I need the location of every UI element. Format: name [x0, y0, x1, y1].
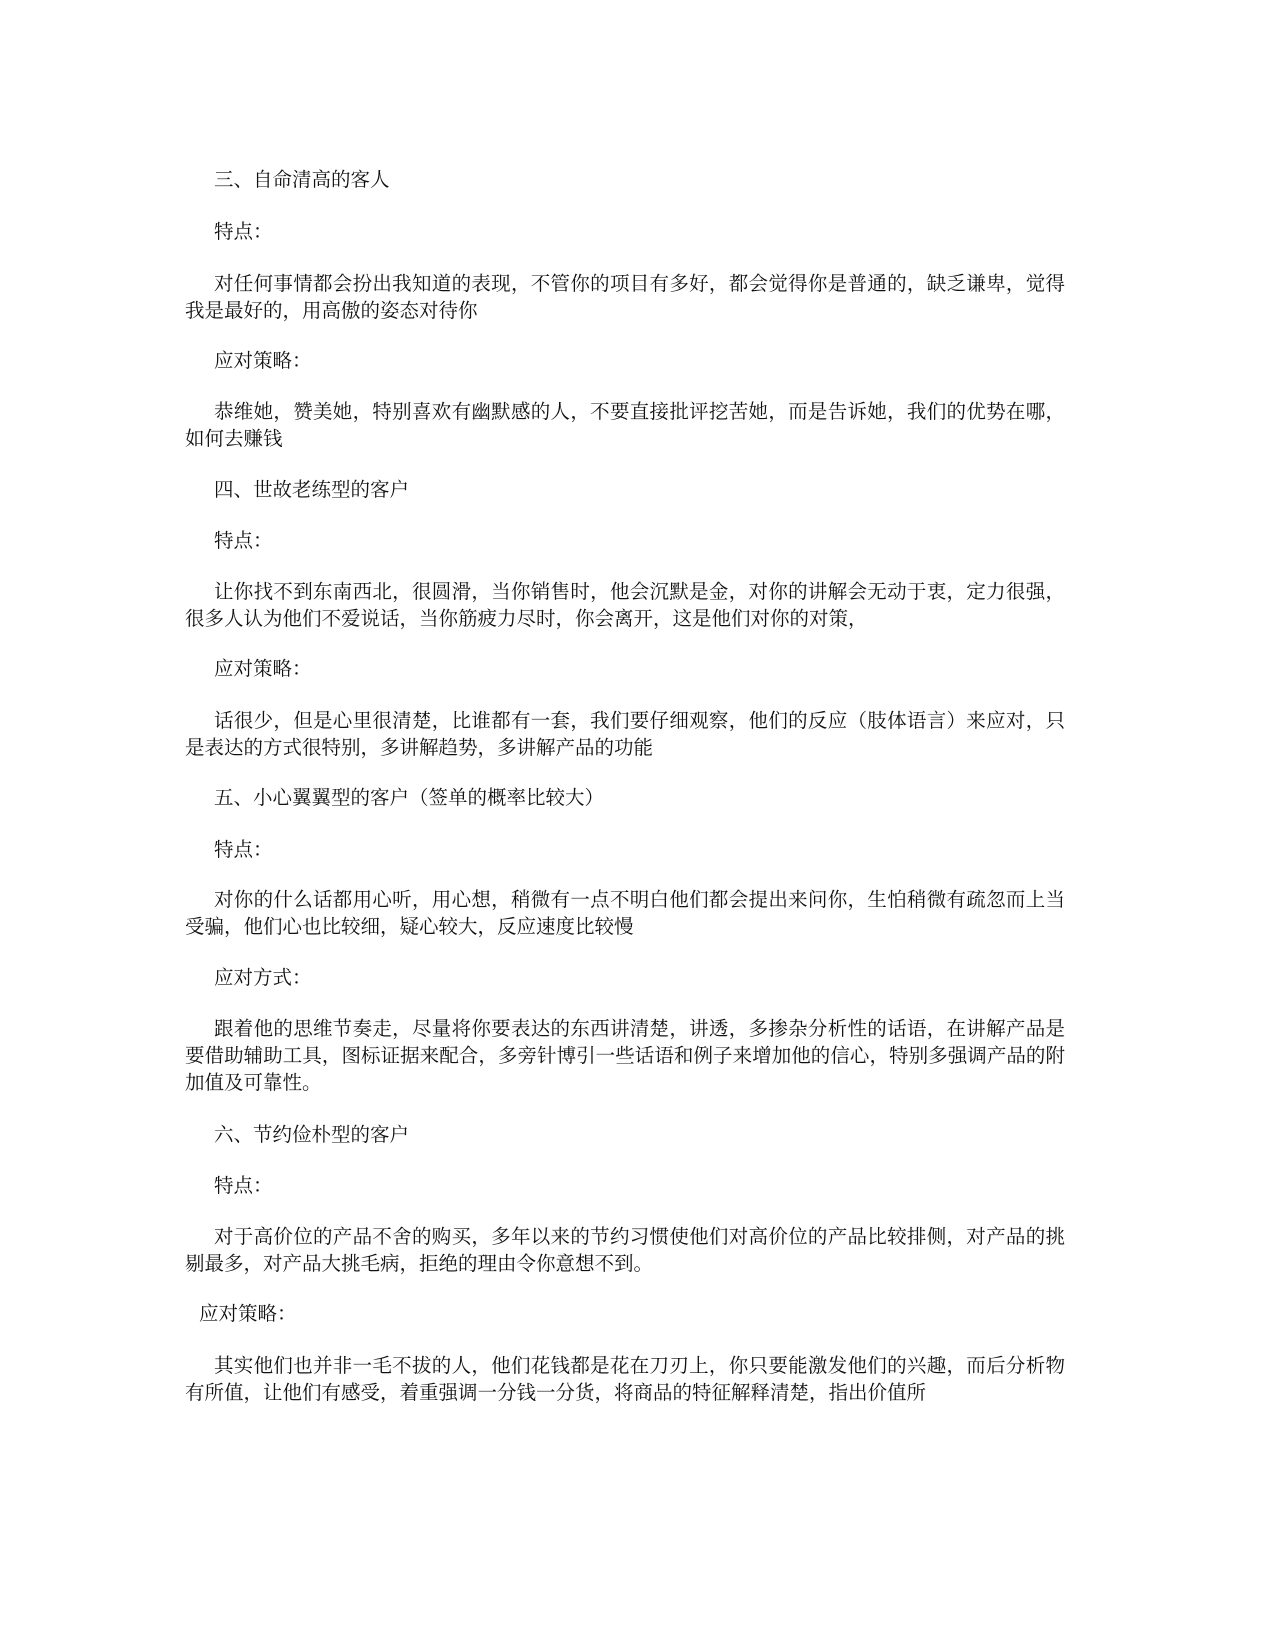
feature-label: 特点：: [214, 220, 273, 243]
strategy-label: 应对策略：: [214, 349, 312, 372]
feature-text: 对你的什么话都用心听，用心想，稍微有一点不明白他们都会提出来问你，生怕稍微有疏忽而上当受骗，他们心也比较细，疑心较大，反应速度比较慢: [185, 888, 1065, 938]
strategy-label: 应对方式：: [214, 966, 312, 989]
feature-label: 特点：: [214, 838, 273, 861]
section-heading-6: 六、节约俭朴型的客户: [214, 1123, 410, 1146]
strategy-label: 应对策略：: [214, 657, 312, 680]
strategy-text: 恭维她，赞美她，特别喜欢有幽默感的人，不要直接批评挖苦她，而是告诉她，我们的优势在哪，如何去赚钱: [185, 400, 1065, 450]
feature-text: 让你找不到东南西北，很圆滑，当你销售时，他会沉默是金，对你的讲解会无动于衷，定力很强，很多人认为他们不爱说话，当你筋疲力尽时，你会离开，这是他们对你的对策，: [185, 580, 1065, 630]
strategy-text: 跟着他的思维节奏走，尽量将你要表达的东西讲清楚，讲透，多掺杂分析性的话语，在讲解产品是要借助辅助工具，图标证据来配合，多旁针博引一些话语和例子来增加他的信心，特别多强调产品的附加值及可靠性。: [185, 1017, 1065, 1094]
strategy-label: 应对策略：: [199, 1302, 297, 1325]
feature-label: 特点：: [214, 529, 273, 552]
strategy-text: 话很少，但是心里很清楚，比谁都有一套，我们要仔细观察，他们的反应（肢体语言）来应对，只是表达的方式很特别，多讲解趋势，多讲解产品的功能: [185, 709, 1065, 759]
section-heading-3: 三、自命清高的客人: [214, 168, 390, 191]
section-heading-4: 四、世故老练型的客户: [214, 478, 410, 501]
feature-text: 对于高价位的产品不舍的购买，多年以来的节约习惯使他们对高价位的产品比较排侧，对产品的挑剔最多，对产品大挑毛病，拒绝的理由令你意想不到。: [185, 1225, 1065, 1275]
section-heading-5: 五、小心翼翼型的客户（签单的概率比较大）: [214, 786, 605, 809]
feature-label: 特点：: [214, 1174, 273, 1197]
strategy-text: 其实他们也并非一毛不拔的人，他们花钱都是花在刀刃上，你只要能激发他们的兴趣，而后分析物有所值，让他们有感受，着重强调一分钱一分货，将商品的特征解释清楚，指出价值所: [185, 1354, 1065, 1404]
feature-text: 对任何事情都会扮出我知道的表现，不管你的项目有多好，都会觉得你是普通的，缺乏谦卑，觉得我是最好的，用高傲的姿态对待你: [185, 272, 1065, 322]
